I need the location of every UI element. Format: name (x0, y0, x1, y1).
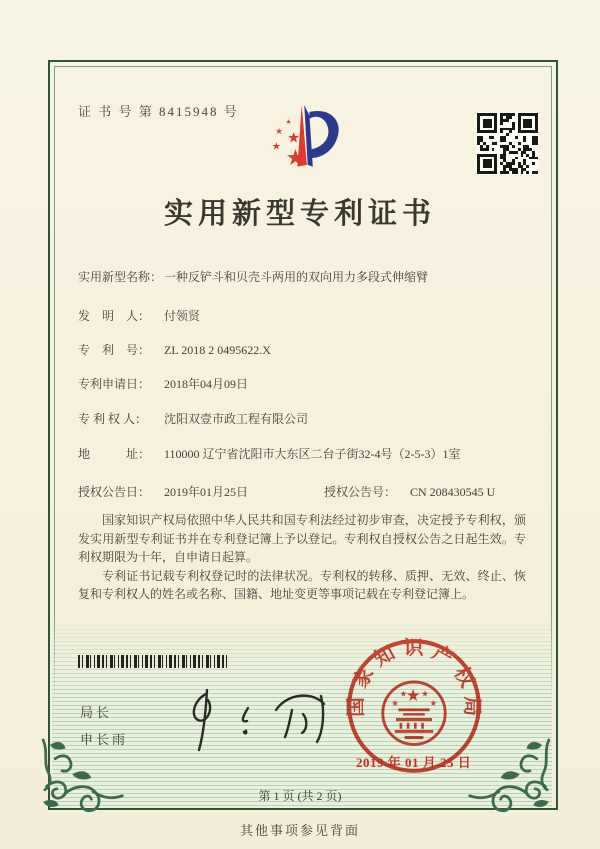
svg-text:国家知识产权局 (345, 636, 482, 717)
certificate-title: 实用新型专利证书 (163, 198, 436, 230)
legal-paragraph-1: 国家知识产权局依照中华人民共和国专利法经过初步审查，决定授予专利权，颁发实用新型专利证书并在专利登记簿上予以登记。专利权自授权公告之日起生效。专利权期限为十年，自申请日起算。 (78, 513, 526, 565)
field-label: 专利申请日： (78, 377, 151, 391)
field-row-inventor (78, 308, 530, 325)
field-row-grant (78, 484, 530, 501)
svg-text:★: ★ (275, 127, 283, 138)
field-row-patent-number (78, 342, 530, 359)
field-label: 授权公告号： (324, 485, 397, 499)
seal-text: 国家知识产权局 (345, 637, 483, 718)
signature-handwriting (172, 680, 342, 758)
back-side-note: 其他事项参见背面 (239, 823, 360, 838)
seal-date: 2019 年 01 月 25 日 (356, 755, 472, 770)
field-label: 专 利 权 人： (78, 412, 148, 426)
officer-name: 申长雨 (80, 732, 129, 747)
field-value: 一种反铲斗和贝壳斗两用的双向用力多段式伸缩臂 (164, 270, 429, 284)
cnipa-patent-logo-icon (253, 98, 347, 184)
qr-code (476, 112, 539, 175)
legal-paragraph-2: 专利证书记载专利权登记时的法律状况。专利权的转移、质押、无效、终止、恢复和专利权人的姓名或名称、国籍、地址变更等事项记载在专利登记簿上。 (78, 568, 526, 602)
field-label: 地 址： (78, 447, 151, 461)
svg-text:★: ★ (271, 140, 282, 153)
svg-text:★: ★ (391, 698, 399, 708)
barcode (78, 655, 229, 668)
field-row-name (78, 269, 530, 286)
field-label: 实用新型名称： (78, 270, 163, 284)
svg-text:★: ★ (399, 688, 408, 699)
field-label: 授权公告日： (78, 485, 151, 499)
certificate-number: 证 书 号 第 8415948 号 (78, 104, 239, 119)
svg-text:★: ★ (405, 685, 421, 706)
svg-text:★: ★ (285, 117, 292, 126)
field-row-address (78, 446, 530, 463)
officer-title: 局长 (80, 705, 113, 720)
field-value: 110000 辽宁省沈阳市大东区二台子街32-4号（2-5-3）1室 (164, 447, 461, 461)
field-row-filing-date (78, 376, 530, 393)
svg-text:★: ★ (429, 698, 438, 708)
field-value: 2018年04月09日 (164, 377, 249, 391)
field-label: 专 利 号： (78, 343, 151, 357)
field-value: CN 208430545 U (410, 485, 496, 499)
field-value: 沈阳双壹市政工程有限公司 (164, 412, 309, 426)
field-label: 发 明 人： (78, 309, 151, 323)
field-value: ZL 2018 2 0495622.X (164, 343, 271, 357)
officer-block (80, 699, 128, 753)
legal-text (78, 511, 526, 604)
svg-text:★: ★ (421, 688, 429, 699)
page-number: 第 1 页 (共 2 页) (258, 789, 342, 803)
field-value: 2019年01月25日 (164, 485, 249, 499)
national-emblem (383, 682, 445, 744)
svg-text:★: ★ (285, 144, 306, 171)
field-row-patentee (78, 411, 530, 428)
svg-text:★: ★ (287, 130, 301, 147)
field-value: 付领贤 (164, 309, 201, 323)
